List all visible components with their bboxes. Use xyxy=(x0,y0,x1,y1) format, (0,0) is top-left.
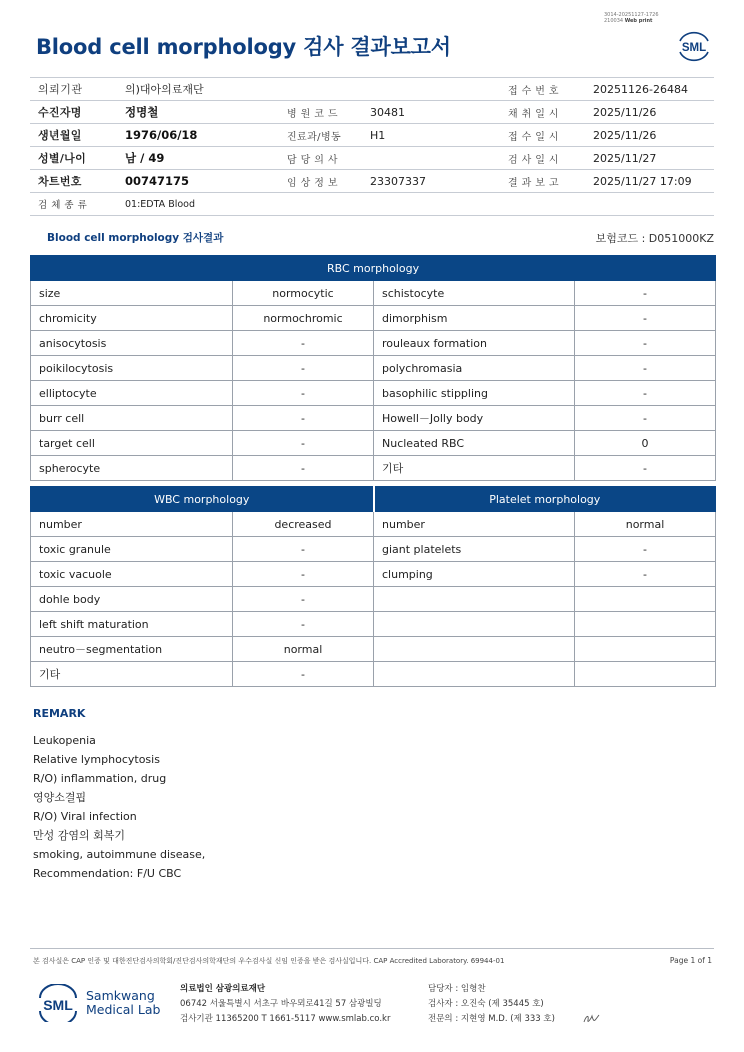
morphology-result: 0 xyxy=(575,431,716,456)
document-code-line-2: 210034 xyxy=(604,18,624,24)
info-label: 검 체 종 류 xyxy=(30,193,117,216)
morphology-result: - xyxy=(233,381,374,406)
morphology-item: clumping xyxy=(374,562,575,587)
morphology-result: - xyxy=(233,356,374,381)
info-value: 20251126-26484 xyxy=(585,78,714,101)
table-row xyxy=(31,406,716,431)
logo-top-text: SML xyxy=(681,42,707,54)
info-label: 접 수 일 시 xyxy=(500,124,585,147)
remark-text xyxy=(33,731,205,883)
staff-line: 전문의 : 지현영 M.D. (제 333 호) xyxy=(428,1014,555,1024)
samkwang-logo-icon xyxy=(36,984,80,1022)
info-value: 남 / 49 xyxy=(117,147,279,170)
web-print-label: Web print xyxy=(624,18,653,24)
morphology-item: 기타 xyxy=(31,662,233,687)
organization-address: 06742 서울특별시 서초구 바우뫼로41길 57 삼광빌딩 xyxy=(180,999,382,1009)
morphology-result: - xyxy=(233,537,374,562)
info-label: 검 사 일 시 xyxy=(500,147,585,170)
morphology-item: dimorphism xyxy=(374,306,575,331)
morphology-result: decreased xyxy=(233,512,374,537)
document-code-line-1: 3014-20251127-1726 xyxy=(604,12,659,18)
patient-info-table xyxy=(30,77,714,216)
morphology-item: giant platelets xyxy=(374,537,575,562)
cap-accreditation-note: 본 검사실은 CAP 인증 및 대한진단검사의학회/진단검사의학재단의 우수검사실 신임 인증을 받은 검사실입니다. CAP Accredited Laboratory. 69944-01 xyxy=(33,957,505,965)
morphology-item xyxy=(374,612,575,637)
remark-line: R/O) inflammation, drug xyxy=(33,772,167,785)
sml-logo-icon xyxy=(676,28,712,62)
remark-line: smoking, autoimmune disease, xyxy=(33,848,206,861)
wbc-header: WBC morphology xyxy=(31,487,374,512)
morphology-result: - xyxy=(575,356,716,381)
table-row xyxy=(31,431,716,456)
table-row xyxy=(31,537,716,562)
table-row xyxy=(31,587,716,612)
info-label xyxy=(279,78,362,101)
table-row xyxy=(31,381,716,406)
organization-contact: 검사기관 11365200 T 1661-5117 www.smlab.co.kr xyxy=(180,1014,391,1024)
morphology-item: basophilic stippling xyxy=(374,381,575,406)
info-row xyxy=(30,193,714,216)
info-label: 임 상 정 보 xyxy=(279,170,362,193)
morphology-item xyxy=(374,662,575,687)
morphology-result: - xyxy=(233,331,374,356)
staff-info xyxy=(428,982,555,1027)
info-value: H1 xyxy=(362,124,500,147)
morphology-item xyxy=(374,637,575,662)
signature-icon xyxy=(582,1010,602,1026)
morphology-item: number xyxy=(374,512,575,537)
logo-wordmark xyxy=(86,989,160,1017)
morphology-result: - xyxy=(233,662,374,687)
morphology-result: normal xyxy=(575,512,716,537)
staff-line: 검사자 : 오진숙 (제 35445 호) xyxy=(428,999,544,1009)
info-value xyxy=(362,193,500,216)
rbc-morphology-table xyxy=(30,255,716,481)
info-label: 성별/나이 xyxy=(30,147,117,170)
page-title: Blood cell morphology 검사 결과보고서 xyxy=(36,35,451,59)
info-value: 23307337 xyxy=(362,170,500,193)
morphology-item: toxic granule xyxy=(31,537,233,562)
info-value: 2025/11/26 xyxy=(585,101,714,124)
info-row xyxy=(30,101,714,124)
remark-line: R/O) Viral infection xyxy=(33,810,137,823)
info-row xyxy=(30,170,714,193)
rbc-header: RBC morphology xyxy=(31,256,716,281)
wbc-platelet-morphology-table xyxy=(30,486,716,687)
logo-bottom-text: SML xyxy=(43,997,73,1013)
info-value xyxy=(362,78,500,101)
morphology-result: - xyxy=(575,306,716,331)
morphology-item: poikilocytosis xyxy=(31,356,233,381)
morphology-item: rouleaux formation xyxy=(374,331,575,356)
info-value xyxy=(585,193,714,216)
info-label: 수진자명 xyxy=(30,101,117,124)
footer-divider xyxy=(30,948,714,949)
info-value: 의)대아의료재단 xyxy=(117,78,279,101)
morphology-result: - xyxy=(575,381,716,406)
morphology-item: number xyxy=(31,512,233,537)
morphology-result: - xyxy=(233,587,374,612)
morphology-result xyxy=(575,662,716,687)
morphology-result: - xyxy=(233,406,374,431)
info-label xyxy=(279,193,362,216)
morphology-result: - xyxy=(575,406,716,431)
morphology-item: burr cell xyxy=(31,406,233,431)
info-row xyxy=(30,124,714,147)
morphology-item: Nucleated RBC xyxy=(374,431,575,456)
document-code xyxy=(604,12,704,24)
morphology-result: - xyxy=(575,281,716,306)
platelet-header: Platelet morphology xyxy=(374,487,716,512)
info-value: 2025/11/26 xyxy=(585,124,714,147)
info-label: 진료과/병동 xyxy=(279,124,362,147)
info-label: 생년월일 xyxy=(30,124,117,147)
info-label: 담 당 의 사 xyxy=(279,147,362,170)
table-row xyxy=(31,512,716,537)
morphology-result: - xyxy=(233,456,374,481)
morphology-item xyxy=(374,587,575,612)
morphology-result xyxy=(575,587,716,612)
info-label: 병 원 코 드 xyxy=(279,101,362,124)
morphology-result: - xyxy=(575,456,716,481)
info-value: 1976/06/18 xyxy=(117,124,279,147)
info-value: 30481 xyxy=(362,101,500,124)
morphology-item: schistocyte xyxy=(374,281,575,306)
info-value xyxy=(362,147,500,170)
morphology-result: - xyxy=(233,431,374,456)
organization-name: 의료법인 삼광의료재단 xyxy=(180,984,266,994)
logo-line-1: Samkwang xyxy=(86,988,155,1003)
morphology-result xyxy=(575,612,716,637)
morphology-item: dohle body xyxy=(31,587,233,612)
table-row xyxy=(31,662,716,687)
info-label: 의뢰기관 xyxy=(30,78,117,101)
table-row xyxy=(31,637,716,662)
morphology-item: neutro－segmentation xyxy=(31,637,233,662)
insurance-code: 보험코드 : D051000KZ xyxy=(595,232,714,245)
info-row xyxy=(30,147,714,170)
morphology-result: normal xyxy=(233,637,374,662)
remark-line: Leukopenia xyxy=(33,734,96,747)
morphology-result: - xyxy=(233,562,374,587)
morphology-item: spherocyte xyxy=(31,456,233,481)
table-row xyxy=(31,281,716,306)
morphology-result: normocytic xyxy=(233,281,374,306)
morphology-item: toxic vacuole xyxy=(31,562,233,587)
info-value: 01:EDTA Blood xyxy=(117,193,279,216)
table-row xyxy=(31,456,716,481)
morphology-item: left shift maturation xyxy=(31,612,233,637)
info-value: 2025/11/27 17:09 xyxy=(585,170,714,193)
remark-line: Recommendation: F/U CBC xyxy=(33,867,182,880)
info-value: 00747175 xyxy=(117,170,279,193)
info-label: 채 취 일 시 xyxy=(500,101,585,124)
morphology-item: anisocytosis xyxy=(31,331,233,356)
morphology-item: chromicity xyxy=(31,306,233,331)
remark-line: 영양소결핍 xyxy=(33,791,87,804)
morphology-result xyxy=(575,637,716,662)
info-label: 결 과 보 고 xyxy=(500,170,585,193)
morphology-item: size xyxy=(31,281,233,306)
section-title: Blood cell morphology 검사결과 xyxy=(47,232,224,244)
table-row xyxy=(31,562,716,587)
morphology-result: - xyxy=(575,537,716,562)
info-label: 차트번호 xyxy=(30,170,117,193)
morphology-result: - xyxy=(233,612,374,637)
table-row xyxy=(31,331,716,356)
morphology-result: normochromic xyxy=(233,306,374,331)
morphology-item: Howell－Jolly body xyxy=(374,406,575,431)
table-row xyxy=(31,356,716,381)
morphology-item: polychromasia xyxy=(374,356,575,381)
morphology-item: target cell xyxy=(31,431,233,456)
morphology-item: elliptocyte xyxy=(31,381,233,406)
info-label xyxy=(500,193,585,216)
info-row xyxy=(30,78,714,101)
morphology-result: - xyxy=(575,562,716,587)
remark-title: REMARK xyxy=(33,707,86,720)
staff-line: 담당자 : 임형찬 xyxy=(428,984,486,994)
morphology-item: 기타 xyxy=(374,456,575,481)
info-value: 정명철 xyxy=(117,101,279,124)
organization-info xyxy=(180,982,390,1027)
logo-line-2: Medical Lab xyxy=(86,1002,161,1017)
page-number: Page 1 of 1 xyxy=(669,956,712,965)
remark-line: 만성 감염의 회복기 xyxy=(33,829,126,842)
remark-line: Relative lymphocytosis xyxy=(33,753,160,766)
info-label: 접 수 번 호 xyxy=(500,78,585,101)
table-row xyxy=(31,612,716,637)
table-row xyxy=(31,306,716,331)
info-value: 2025/11/27 xyxy=(585,147,714,170)
morphology-result: - xyxy=(575,331,716,356)
